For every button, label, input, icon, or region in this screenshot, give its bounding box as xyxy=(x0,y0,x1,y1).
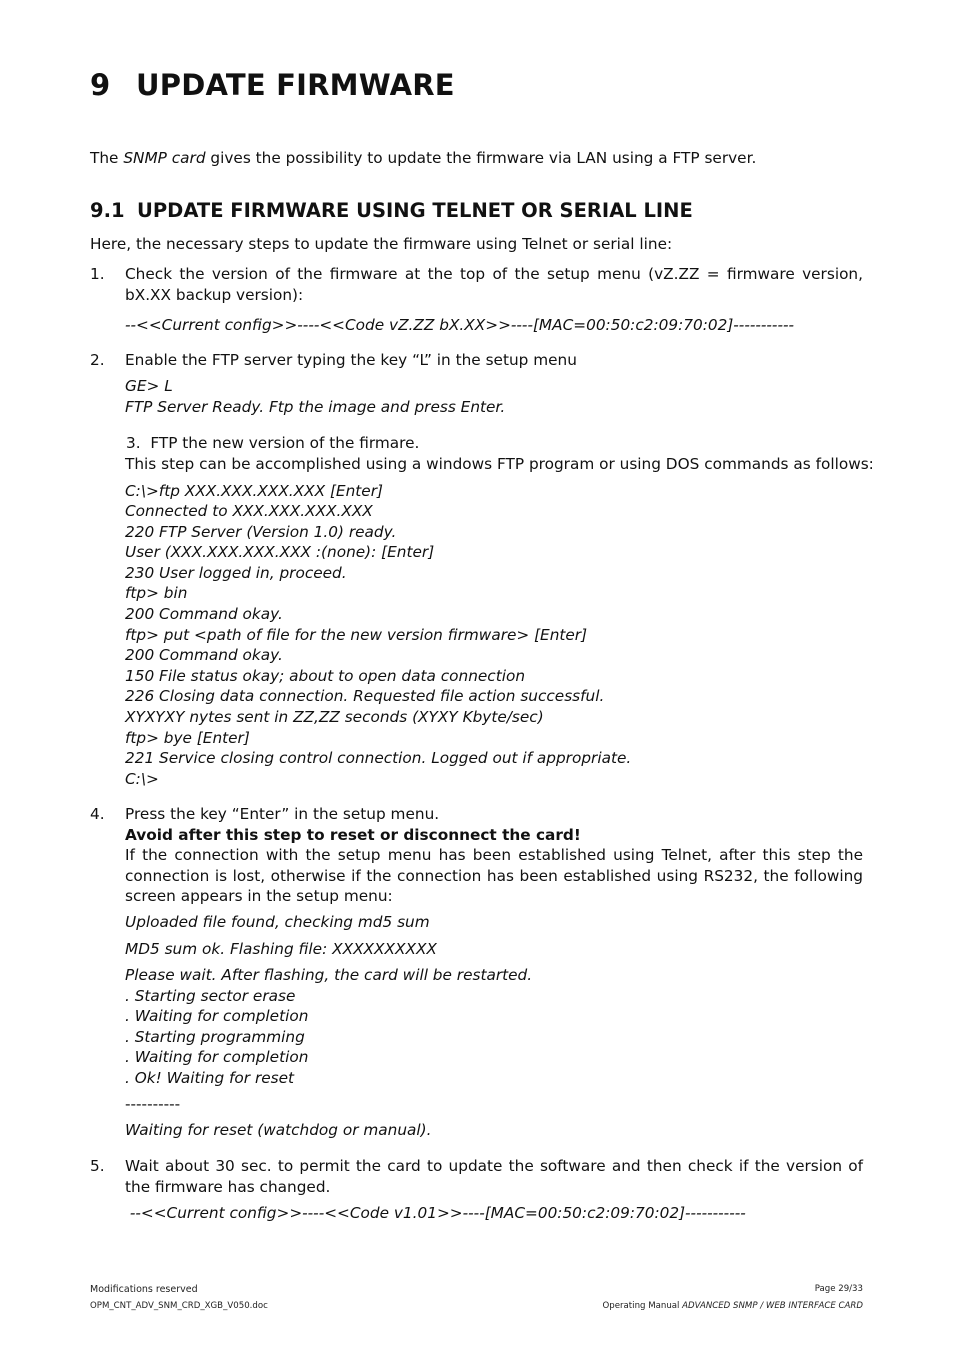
step-3-number: 3. xyxy=(126,434,141,452)
step-4-code-3 xyxy=(125,965,863,1089)
code-line: 200 Command okay. xyxy=(125,646,283,665)
step-4-code-1: Uploaded file found, checking md5 sum xyxy=(125,913,430,931)
step-1-text: Check the version of the firmware at the top of the setup menu (vZ.ZZ = firmware version, bX.XX backup version): xyxy=(125,265,863,304)
code-line: . Starting sector erase xyxy=(125,986,296,1005)
code-line: ftp> bye [Enter] xyxy=(125,728,250,747)
step-2-text: Enable the FTP server typing the key “L” in the setup menu xyxy=(125,351,577,369)
step-4-code-5: Waiting for reset (watchdog or manual). xyxy=(125,1121,432,1139)
footer-left-2: OPM_CNT_ADV_SNM_CRD_XGB_V050.doc xyxy=(90,1301,268,1311)
section-heading xyxy=(90,199,693,222)
chapter-number: 9 xyxy=(90,68,111,102)
step-4-code-2: MD5 sum ok. Flashing file: XXXXXXXXXX xyxy=(125,940,437,958)
section-title: UPDATE FIRMWARE USING TELNET OR SERIAL LINE xyxy=(137,199,693,222)
code-line: XYXYXY nytes sent in ZZ,ZZ seconds (XYXY Kbyte/sec) xyxy=(125,708,544,727)
code-line: ftp> put <path of file for the new version firmware> [Enter] xyxy=(125,625,588,644)
code-line: C:\>ftp XXX.XXX.XXX.XXX [Enter] xyxy=(125,481,383,500)
step-1-number: 1. xyxy=(90,265,105,283)
chapter-title: UPDATE FIRMWARE xyxy=(136,68,455,102)
step-5-text: Wait about 30 sec. to permit the card to update the software and then check if the version of the firmware has changed. xyxy=(125,1157,863,1196)
code-line: Connected to XXX.XXX.XXX.XXX xyxy=(125,502,373,521)
step-2-code xyxy=(125,376,863,417)
code-line: FTP Server Ready. Ftp the image and press Enter. xyxy=(125,397,506,416)
step-3-code xyxy=(125,481,863,790)
code-line: User (XXX.XXX.XXX.XXX :(none): [Enter] xyxy=(125,543,435,562)
step-4-warning: Avoid after this step to reset or disconnect the card! xyxy=(125,825,581,844)
code-line: 226 Closing data connection. Requested file action successful. xyxy=(125,687,605,706)
code-line: . Ok! Waiting for reset xyxy=(125,1068,295,1087)
code-line: 150 File status okay; about to open data connection xyxy=(125,666,526,685)
step-5-number: 5. xyxy=(90,1157,105,1175)
intro-italic: SNMP card xyxy=(123,149,206,167)
code-line: 200 Command okay. xyxy=(125,605,283,624)
step-4-separator: ---------- xyxy=(125,1095,181,1113)
code-line: . Waiting for completion xyxy=(125,1007,309,1026)
step-4-text2: If the connection with the setup menu has been established using Telnet, after this step the connection is lost, otherwise if the connection has been established using RS232, the following screen appears in the setup menu: xyxy=(125,846,863,906)
footer-page-number: Page 29/33 xyxy=(814,1284,863,1294)
code-line: 220 FTP Server (Version 1.0) ready. xyxy=(125,522,397,541)
chapter-heading xyxy=(90,68,455,102)
step-3-text2: This step can be accomplished using a windows FTP program or using DOS commands as follows: xyxy=(125,454,874,473)
footer-manual-title: Operating Manual ADVANCED SNMP / WEB INTERFACE CARD xyxy=(602,1301,863,1311)
footer-left-1: Modifications reserved xyxy=(90,1284,198,1295)
intro-paragraph: The SNMP card gives the possibility to update the firmware via LAN using a FTP server. xyxy=(90,149,757,167)
code-line: . Waiting for completion xyxy=(125,1048,309,1067)
step-1-code: --<<Current config>>----<<Code vZ.ZZ bX.XX>>----[MAC=00:50:c2:09:70:02]----------- xyxy=(125,316,795,334)
code-line: Please wait. After flashing, the card will be restarted. xyxy=(125,966,533,984)
step-4-number: 4. xyxy=(90,805,105,823)
step-4-text: Press the key “Enter” in the setup menu. Avoid after this step to reset or disconnect the card! xyxy=(125,804,863,845)
section-number: 9.1 xyxy=(90,199,125,222)
code-line: ftp> bin xyxy=(125,584,188,603)
code-line: 230 User logged in, proceed. xyxy=(125,563,347,582)
step-2-number: 2. xyxy=(90,351,105,369)
code-line: 221 Service closing control connection. Logged out if appropriate. xyxy=(125,749,632,768)
step-3-text: 3. FTP the new version of the firmare. This step can be accomplished using a windows FTP program or using DOS commands as follows: xyxy=(125,434,874,473)
section-intro: Here, the necessary steps to update the firmware using Telnet or serial line: xyxy=(90,235,673,253)
code-line: . Starting programming xyxy=(125,1027,305,1046)
step-5-code: --<<Current config>>----<<Code v1.01>>----[MAC=00:50:c2:09:70:02]----------- xyxy=(125,1204,746,1222)
code-line: GE> L xyxy=(125,377,173,395)
code-line: C:\> xyxy=(125,769,159,788)
